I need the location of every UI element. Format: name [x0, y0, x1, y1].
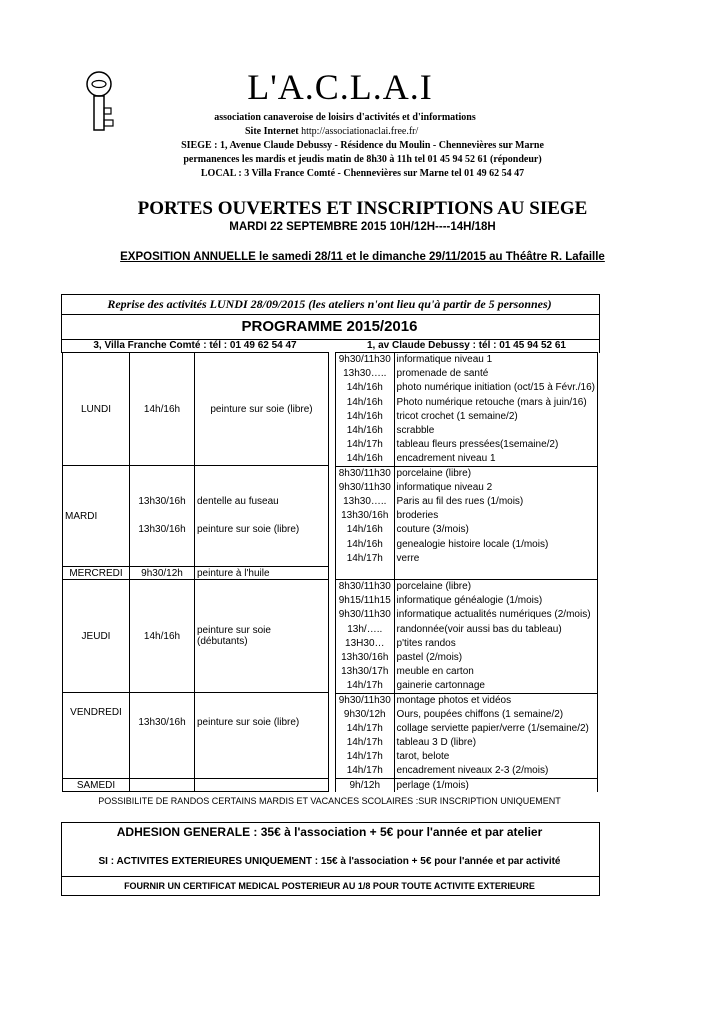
activity-time: 14h/17h — [336, 721, 395, 735]
table-row — [336, 707, 598, 721]
table-row — [336, 551, 598, 565]
activity-time: 13h30/16h — [336, 509, 395, 523]
activity-name: Paris au fil des rues (1/mois) — [394, 494, 597, 508]
activity-name: informatique niveau 2 — [394, 480, 597, 494]
portes-ouvertes-date: MARDI 22 SEPTEMBRE 2015 10H/12H----14H/18H — [229, 221, 496, 233]
table-row — [63, 580, 329, 693]
activity-time: 13H30… — [336, 636, 395, 650]
table-row — [336, 622, 598, 636]
permanences-line: permanences les mardis et jeudis matin de 8h30 à 11h tel 01 45 94 52 61 (répondeur) — [183, 154, 542, 165]
activity-name: photo numérique initiation (oct/15 à Févr./16) — [394, 381, 597, 395]
table-row — [336, 608, 598, 622]
activity-name: gainerie cartonnage — [394, 679, 597, 693]
mercredi-activity: peinture à l'huile — [195, 567, 329, 580]
activity-name: Ours, poupées chiffons (1 semaine/2) — [394, 707, 597, 721]
lundi-activity: peinture sur soie (libre) — [195, 353, 329, 466]
siege-address: SIEGE : 1, Avenue Claude Debussy - Résidence du Moulin - Chennevières sur Marne — [181, 140, 544, 151]
activity-time: 14h/17h — [336, 679, 395, 693]
activity-name: porcelaine (libre) — [394, 580, 597, 594]
activity-time: 14h/17h — [336, 764, 395, 778]
activity-name: encadrement niveaux 2-3 (2/mois) — [394, 764, 597, 778]
table-row — [63, 353, 329, 466]
activity-name: informatique niveau 1 — [394, 353, 597, 367]
programme-title: PROGRAMME 2015/2016 — [241, 318, 418, 335]
mardi-activity-1: dentelle au fuseau — [197, 496, 279, 507]
activity-time: 14h/17h — [336, 438, 395, 452]
activity-time: 14h/17h — [336, 551, 395, 565]
reprise-notice: Reprise des activités LUNDI 28/09/2015 (les ateliers n'ont lieu qu'à partir de 5 personnes) — [107, 297, 552, 311]
table-row — [336, 466, 598, 480]
activity-time: 14h/16h — [336, 523, 395, 537]
adhesion-generale: ADHESION GENERALE : 35€ à l'association + 5€ pour l'année et par atelier — [116, 825, 543, 839]
mardi-time-2: 13h30/16h — [138, 524, 186, 535]
day-jeudi: JEUDI — [63, 580, 130, 693]
activity-name: encadrement niveau 1 — [394, 452, 597, 466]
activity-time: 14h/16h — [336, 381, 395, 395]
table-row — [336, 480, 598, 494]
left-venue-header: 3, Villa Franche Comté : tél : 01 49 62 54 47 — [93, 340, 297, 351]
activity-time: 14h/16h — [336, 423, 395, 437]
table-row — [336, 438, 598, 452]
association-subtitle: association canaveroise de loisirs d'activités et d'informations — [214, 112, 476, 123]
activity-name: informatique actualités numériques (2/mois) — [394, 608, 597, 622]
randos-notice: POSSIBILITE DE RANDOS CERTAINS MARDIS ET VACANCES SCOLAIRES :SUR INSCRIPTION UNIQUEMENT — [98, 796, 561, 806]
activity-name: genealogie histoire locale (1/mois) — [394, 537, 597, 551]
table-row — [336, 509, 598, 523]
activity-time: 9h30/11h30 — [336, 608, 395, 622]
table-row — [63, 567, 329, 580]
day-mercredi: MERCREDI — [63, 567, 130, 580]
activity-name: collage serviette papier/verre (1/semaine/2) — [394, 721, 597, 735]
table-row — [336, 650, 598, 664]
mardi-activity-2: peinture sur soie (libre) — [197, 524, 300, 535]
activity-time: 9h15/11h15 — [336, 594, 395, 608]
table-row — [336, 395, 598, 409]
certificat-medical: FOURNIR UN CERTIFICAT MEDICAL POSTERIEUR AU 1/8 POUR TOUTE ACTIVITE EXTERIEURE — [124, 881, 535, 891]
right-venue-header: 1, av Claude Debussy : tél : 01 45 94 52 61 — [367, 340, 566, 351]
table-row — [336, 764, 598, 778]
activity-time — [336, 565, 395, 579]
site-line — [245, 126, 505, 137]
activity-name: tricot crochet (1 semaine/2) — [394, 409, 597, 423]
activity-time: 14h/16h — [336, 537, 395, 551]
table-row — [336, 665, 598, 679]
portes-ouvertes-title: PORTES OUVERTES ET INSCRIPTIONS AU SIEGE — [137, 198, 588, 219]
table-row — [336, 452, 598, 466]
activity-time: 14h/16h — [336, 395, 395, 409]
activity-time: 9h/12h — [336, 778, 395, 792]
vendredi-time: 13h30/16h — [130, 693, 195, 779]
activity-name: Photo numérique retouche (mars à juin/16) — [394, 395, 597, 409]
activity-name: couture (3/mois) — [394, 523, 597, 537]
day-samedi: SAMEDI — [63, 779, 130, 792]
activity-name: pastel (2/mois) — [394, 650, 597, 664]
activity-time: 13h30….. — [336, 494, 395, 508]
exposition-notice: EXPOSITION ANNUELLE le samedi 28/11 et le dimanche 29/11/2015 au Théâtre R. Lafaille — [120, 251, 605, 263]
table-row — [336, 537, 598, 551]
lundi-time: 14h/16h — [130, 353, 195, 466]
activites-exterieures: SI : ACTIVITES EXTERIEURES UNIQUEMENT : 15€ à l'association + 5€ pour l'année et par activité — [98, 856, 561, 867]
mardi-time-1: 13h30/16h — [138, 496, 186, 507]
table-row — [336, 750, 598, 764]
table-row — [336, 778, 598, 792]
table-row — [336, 679, 598, 693]
table-row — [336, 381, 598, 395]
activity-time: 14h/16h — [336, 452, 395, 466]
activity-time: 9h30/11h30 — [336, 693, 395, 707]
activity-time: 13h30/16h — [336, 650, 395, 664]
table-row — [336, 594, 598, 608]
activity-time: 9h30/12h — [336, 707, 395, 721]
left-schedule-table — [62, 352, 329, 792]
activity-time: 13h30….. — [336, 367, 395, 381]
table-row — [336, 636, 598, 650]
activity-name: p'tites randos — [394, 636, 597, 650]
activity-name: meuble en carton — [394, 665, 597, 679]
activity-time: 14h/17h — [336, 750, 395, 764]
jeudi-time: 14h/16h — [130, 580, 195, 693]
activity-name: perlage (1/mois) — [394, 778, 597, 792]
activity-name: porcelaine (libre) — [394, 466, 597, 480]
activity-name: tarot, belote — [394, 750, 597, 764]
activity-time: 8h30/11h30 — [336, 580, 395, 594]
activity-name: scrabble — [394, 423, 597, 437]
activity-name: promenade de santé — [394, 367, 597, 381]
table-row — [63, 779, 329, 792]
activity-name: informatique généalogie (1/mois) — [394, 594, 597, 608]
table-row — [336, 494, 598, 508]
table-row — [63, 466, 329, 567]
table-row — [336, 367, 598, 381]
mercredi-time: 9h30/12h — [130, 567, 195, 580]
activity-time: 9h30/11h30 — [336, 480, 395, 494]
table-row — [336, 565, 598, 579]
right-schedule-table — [335, 352, 598, 792]
activity-name: tableau fleurs pressées(1semaine/2) — [394, 438, 597, 452]
activity-time: 9h30/11h30 — [336, 353, 395, 367]
table-row — [336, 409, 598, 423]
day-mardi: MARDI — [63, 466, 130, 567]
jeudi-activity-2: (débutants) — [197, 636, 248, 647]
activity-time: 14h/16h — [336, 409, 395, 423]
table-row — [336, 736, 598, 750]
table-row — [336, 523, 598, 537]
table-row — [63, 693, 329, 779]
activity-name: broderies — [394, 509, 597, 523]
day-vendredi: VENDREDI — [63, 693, 130, 779]
key-logo-icon — [80, 70, 118, 132]
activity-name — [394, 565, 597, 579]
table-row — [336, 693, 598, 707]
table-row — [336, 423, 598, 437]
activity-name: randonnée(voir aussi bas du tableau) — [394, 622, 597, 636]
activity-time: 14h/17h — [336, 736, 395, 750]
local-address: LOCAL : 3 Villa France Comté - Chennevières sur Marne tel 01 49 62 54 47 — [200, 168, 525, 179]
activity-name: verre — [394, 551, 597, 565]
table-row — [336, 721, 598, 735]
activity-time: 8h30/11h30 — [336, 466, 395, 480]
site-label: Site Internet — [245, 126, 299, 137]
activity-name: tableau 3 D (libre) — [394, 736, 597, 750]
table-row — [336, 580, 598, 594]
site-url-link[interactable]: http://associationaclai.free.fr/ — [301, 126, 419, 137]
vendredi-activity: peinture sur soie (libre) — [195, 693, 329, 779]
association-title: L'A.C.L.A.I — [247, 67, 433, 107]
jeudi-activity-1: peinture sur soie — [197, 625, 271, 636]
activity-time: 13h/….. — [336, 622, 395, 636]
activity-time: 13h30/17h — [336, 665, 395, 679]
day-lundi: LUNDI — [63, 353, 130, 466]
activity-name: montage photos et vidéos — [394, 693, 597, 707]
table-row — [336, 353, 598, 367]
